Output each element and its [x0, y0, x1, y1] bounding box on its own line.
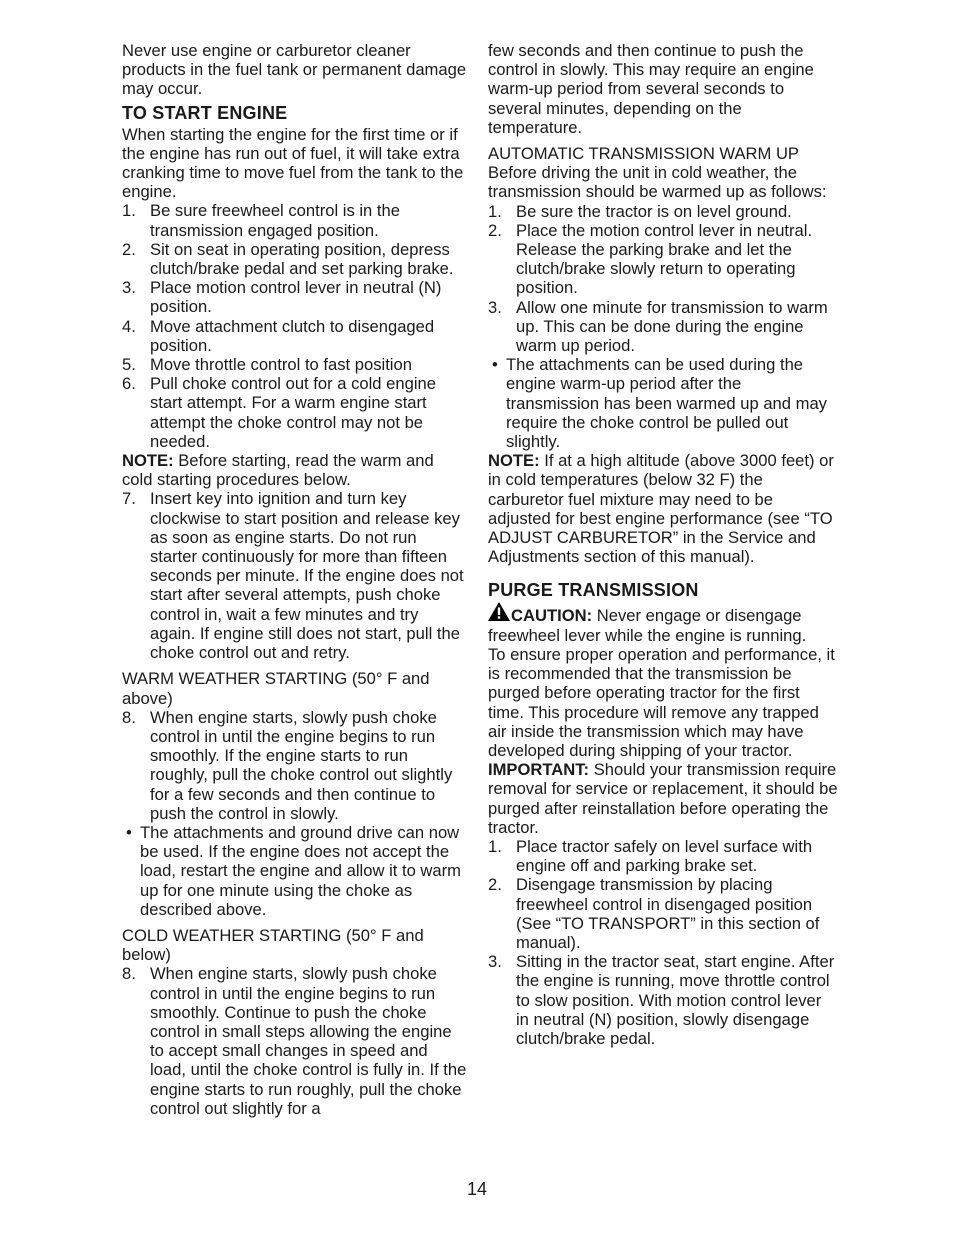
list-item: 2. Place the motion control lever in neutral. Release the parking brake and let the clutch/brake slowly return to operating position.: [488, 220, 813, 298]
list-item: 6. Pull choke control out for a cold engine start attempt. For a warm engine start attempt the choke control may not be needed.: [122, 374, 436, 451]
right-column: [488, 41, 838, 1048]
bullet-item: • The attachments can be used during the engine warm-up period after the transmission has been warmed up and may require the choke control be pulled out slightly.: [488, 355, 838, 451]
list-item: 8. When engine starts, slowly push choke control in until the engine begins to run smoothly. Continue to push the choke control in small steps allowing the engine to accept small changes in speed and load, until the choke control is fully in. If the engine starts to run roughly, pull the choke control out slightly for a: [122, 964, 467, 1118]
purge-paragraph: To ensure proper operation and performance, it is recommended that the transmission be purged before operating tractor for the first time. This procedure will remove any trapped air inside the transmission which may have developed during shipping of your tractor.: [488, 644, 835, 760]
fuel-warning-text: Never use engine or carburetor cleaner products in the fuel tank or permanent damage may occur.: [122, 41, 467, 99]
start-intro-paragraph: When starting the engine for the first time or if the engine has run out of fuel, it will take extra cranking time to move fuel from the tank to the engine.: [122, 124, 464, 202]
list-item: 4. Move attachment clutch to disengaged position.: [122, 316, 435, 355]
caution-label: CAUTION:: [511, 606, 593, 626]
warm-weather-heading: WARM WEATHER STARTING (50° F and above): [122, 669, 430, 708]
list-item: 2. Disengage transmission by placing freewheel control in disengaged position (See “TO TRANSPORT” in this section of manual).: [488, 875, 820, 952]
bullet-icon: •: [126, 822, 132, 842]
list-item: 5. Move throttle control to fast position: [122, 355, 412, 375]
altitude-note: NOTE: If at a high altitude (above 3000 feet) or in cold temperatures (below 32 F) the carburetor fuel mixture may need to be adjusted for best engine performance (see “TO ADJUST CARBURETOR” in the Service and Adjustments section of this manual).: [488, 451, 834, 567]
warning-triangle-icon: [488, 602, 510, 621]
list-item: 1. Be sure freewheel control is in the transmission engaged position.: [122, 201, 400, 240]
left-column: [122, 41, 468, 1118]
bullet-item: • The attachments and ground drive can now be used. If the engine does not accept the load, restart the engine and allow it to warm up for one minute using the choke as described above.: [122, 823, 468, 919]
purge-transmission-heading: PURGE TRANSMISSION: [488, 580, 699, 601]
to-start-engine-heading: TO START ENGINE: [122, 102, 288, 123]
page-number: 14: [466, 1179, 488, 1199]
caution-paragraph: CAUTION: Never engage or disengage freewheel lever while the engine is running.: [488, 602, 838, 644]
cold-weather-heading: COLD WEATHER STARTING (50° F and below): [122, 925, 424, 965]
note-label: NOTE:: [488, 451, 540, 471]
list-item: 8. When engine starts, slowly push choke control in until the engine begins to run smoothly. If the engine starts to run roughly, pull the choke control out slightly for a few seconds and then continue to push the control in slowly.: [122, 707, 453, 823]
list-item: 2. Sit on seat in operating position, depress clutch/brake pedal and set parking brake.: [122, 239, 454, 279]
auto-transmission-intro: Before driving the unit in cold weather, the transmission should be warmed up as follows:: [488, 163, 827, 202]
important-paragraph: IMPORTANT: Should your transmission require removal for service or replacement, it should be purged after reinstallation before operating the tractor.: [488, 760, 838, 837]
list-item: 3. Sitting in the tractor seat, start engine. After the engine is running, move throttle control to slow position. With motion control lever in neutral (N) position, slowly disengage clutch/brake pedal.: [488, 952, 835, 1048]
note-label: NOTE:: [122, 451, 174, 471]
start-note: NOTE: Before starting, read the warm and cold starting procedures below.: [122, 451, 434, 490]
important-label: IMPORTANT:: [488, 760, 590, 780]
list-item: 3. Place motion control lever in neutral (N) position.: [122, 278, 442, 317]
auto-transmission-heading: AUTOMATIC TRANSMISSION WARM UP: [488, 144, 799, 164]
list-item: 1. Be sure the tractor is on level ground.: [488, 201, 792, 221]
bullet-icon: •: [492, 355, 498, 375]
continued-text: few seconds and then continue to push the control in slowly. This may require an engine warm-up period from several seconds to several minutes, depending on the temperature.: [488, 41, 814, 137]
list-item: 7. Insert key into ignition and turn key clockwise to start position and release key as soon as engine starts. Do not run starter continuously for more than fifteen seconds per minute. If the engine does not start after several attempts, push choke control in, wait a few minutes and try again. If engine still does not start, pull the choke control out and retry.: [122, 489, 464, 663]
list-item: 1. Place tractor safely on level surface with engine off and parking brake set.: [488, 836, 813, 876]
list-item: 3. Allow one minute for transmission to warm up. This can be done during the engine warm up period.: [488, 297, 828, 356]
